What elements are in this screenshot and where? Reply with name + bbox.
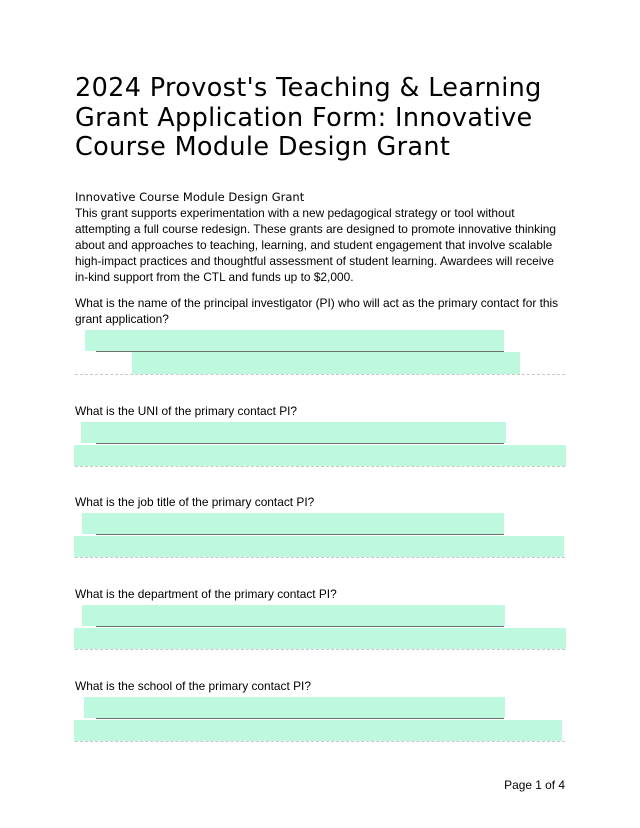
job-title-field-line-2[interactable] <box>74 536 564 557</box>
uni-underline <box>96 443 504 444</box>
page-number: Page 1 of 4 <box>504 778 565 792</box>
department-field-line-2[interactable] <box>74 628 566 649</box>
job-title-field-line-1[interactable] <box>82 513 504 534</box>
section-heading: Innovative Course Module Design Grant <box>75 190 305 204</box>
question-job-title-label: What is the job title of the primary contact PI? <box>75 495 315 509</box>
school-underline <box>96 718 504 719</box>
uni-field-line-2[interactable] <box>74 445 566 466</box>
question-pi-name-label: What is the name of the principal investigator (PI) who will act as the primary contact for this grant application? <box>75 296 559 326</box>
page-title: 2024 Provost's Teaching & Learning Grant Application Form: Innovative Course Module Design Grant <box>75 73 542 162</box>
grant-description: This grant supports experimentation with a new pedagogical strategy or tool without attempting a full course redesign. These grants are designed to promote innovative thinking about and approaches to teaching, learning, and student engagement that involve scalable high-impact practices and thoughtful assessment of student learning. Awardees will receive in-kind support from the CTL and funds up to $2,000. <box>75 206 556 284</box>
field-separator <box>75 649 565 650</box>
uni-field-line-1[interactable] <box>81 422 506 443</box>
pi-name-field-line-2[interactable] <box>132 352 520 374</box>
school-field-line-1[interactable] <box>84 697 505 718</box>
department-field-line-1[interactable] <box>82 605 505 626</box>
question-uni-label: What is the UNI of the primary contact PI? <box>75 404 298 418</box>
question-department-label: What is the department of the primary contact PI? <box>75 587 337 601</box>
field-separator <box>75 741 565 742</box>
pi-name-field-line-1[interactable] <box>85 330 504 351</box>
department-underline <box>96 626 504 627</box>
question-school-label: What is the school of the primary contact PI? <box>75 679 311 693</box>
field-separator <box>75 557 565 558</box>
school-field-line-2[interactable] <box>74 720 562 741</box>
field-separator <box>75 466 565 467</box>
field-separator <box>75 374 565 375</box>
job-title-underline <box>96 534 504 535</box>
